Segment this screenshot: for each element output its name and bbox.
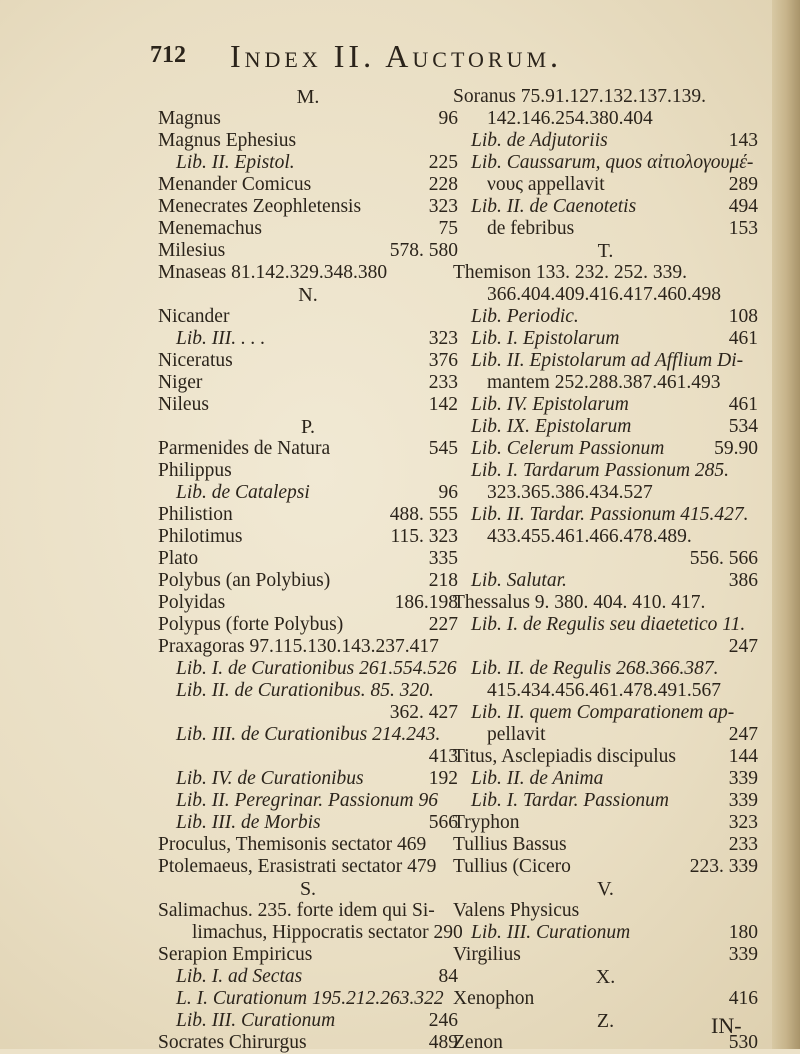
entry-text: Lib. Periodic.	[471, 306, 579, 327]
entry-page-refs: 323	[428, 328, 458, 349]
index-continuation	[453, 284, 758, 306]
entry-text: Philippus	[158, 460, 232, 481]
section-letter: N.	[298, 284, 318, 306]
entry-text: Lib. II. Peregrinar. Passionum 96	[176, 790, 438, 811]
entry-page-refs: 335	[428, 548, 458, 569]
index-entry	[453, 856, 758, 878]
entry-page-refs: 556. 566	[689, 548, 758, 569]
index-subentry	[453, 702, 758, 724]
entry-text: Lib. II. quem Comparationem ap-	[471, 702, 735, 723]
index-entry	[158, 460, 458, 482]
entry-text: Philistion	[158, 504, 233, 525]
index-continuation	[453, 482, 758, 504]
entry-page-refs: 192	[428, 768, 458, 789]
index-subentry	[453, 922, 758, 944]
index-subentry	[158, 658, 458, 680]
index-entry	[158, 240, 458, 262]
entry-page-refs: 233	[428, 372, 458, 393]
index-entry	[453, 834, 758, 856]
index-entry	[158, 614, 458, 636]
entry-text: Tryphon	[453, 812, 520, 833]
entry-page-refs: 386	[728, 570, 758, 591]
entry-text: Magnus Ephesius	[158, 130, 297, 151]
entry-text: Niger	[158, 372, 203, 393]
entry-text: Lib. III. . . .	[176, 328, 266, 349]
entry-text: Lib. I. de Regulis seu diaetetico 11.	[471, 614, 746, 635]
index-subentry	[158, 328, 458, 350]
entry-page-refs: 247	[728, 724, 758, 745]
index-continuation	[453, 680, 758, 702]
index-subentry	[158, 482, 458, 504]
index-subentry	[158, 680, 458, 702]
entry-text: Lib. II. Epistolarum ad Afflium Di-	[471, 350, 744, 371]
index-subentry	[158, 768, 458, 790]
right-column	[453, 86, 758, 1054]
entry-page-refs: 84	[438, 966, 458, 987]
entry-text: Lib. II. de Anima	[471, 768, 604, 789]
entry-text: Nileus	[158, 394, 209, 415]
index-entry	[453, 592, 758, 614]
index-entry	[453, 900, 758, 922]
entry-text: Tullius (Cicero	[453, 856, 571, 877]
entry-text: Polybus (an Polybius)	[158, 570, 331, 591]
entry-text: Lib. III. Curationum	[471, 922, 631, 943]
entry-page-refs: 461	[728, 328, 758, 349]
entry-page-refs: 362. 427	[389, 702, 458, 723]
entry-text: Lib. II. de Regulis 268.366.387.	[471, 658, 719, 679]
entry-text: Mnaseas 81.142.329.348.380	[158, 262, 388, 283]
index-subentry	[453, 328, 758, 350]
entry-text: Milesius	[158, 240, 226, 261]
index-continuation	[158, 702, 458, 724]
entry-text: νους appellavit	[487, 174, 605, 195]
entry-page-refs: 289	[728, 174, 758, 195]
index-entry	[158, 570, 458, 592]
entry-text: Serapion Empiricus	[158, 944, 313, 965]
section-letter: M.	[296, 86, 320, 108]
entry-text: Lib. I. de Curationibus 261.554.526	[176, 658, 457, 679]
index-entry	[453, 746, 758, 768]
entry-text: Praxagoras 97.115.130.143.237.417	[158, 636, 439, 657]
entry-page-refs: 416	[728, 988, 758, 1009]
index-entry	[158, 526, 458, 548]
index-entry	[158, 196, 458, 218]
entry-page-refs: 75	[438, 218, 458, 239]
entry-text: Lib. de Catalepsi	[176, 482, 310, 503]
entry-page-refs: 545	[428, 438, 458, 459]
entry-text: Lib. II. de Caenotetis	[471, 196, 637, 217]
index-subentry	[158, 152, 458, 174]
entry-text: Lib. Celerum Passionum	[471, 438, 665, 459]
entry-text: Lib. I. Tardarum Passionum 285.	[471, 460, 730, 481]
entry-page-refs: 323	[428, 196, 458, 217]
index-subentry	[158, 790, 458, 812]
index-subentry	[453, 130, 758, 152]
entry-page-refs: 247	[728, 636, 758, 657]
entry-page-refs: 115. 323	[390, 526, 458, 547]
entry-text: L. I. Curationum 195.212.263.322	[176, 988, 444, 1009]
entry-text: pellavit	[487, 724, 546, 745]
index-subentry	[453, 152, 758, 174]
entry-page-refs: 96	[438, 108, 458, 129]
entry-page-refs: 59.90	[714, 438, 758, 459]
index-continuation	[453, 108, 758, 130]
entry-text: Lib. II. Epistol.	[176, 152, 295, 173]
entry-page-refs: 108	[728, 306, 758, 327]
entry-page-refs: 376	[428, 350, 458, 371]
index-continuation	[453, 636, 758, 658]
entry-text: Lib. Salutar.	[471, 570, 567, 591]
index-entry	[158, 548, 458, 570]
section-letter: T.	[597, 240, 614, 262]
entry-text: limachus, Hippocratis sectator 290	[192, 922, 463, 943]
entry-text: 366.404.409.416.417.460.498	[487, 284, 721, 305]
page-number: 712	[150, 42, 186, 68]
entry-page-refs: 566	[428, 812, 458, 833]
entry-text: Lib. de Adjutoriis	[471, 130, 608, 151]
index-subentry	[453, 306, 758, 328]
entry-text: Lib. IX. Epistolarum	[471, 416, 632, 437]
entry-text: Salimachus. 235. forte idem qui Si-	[158, 900, 435, 921]
index-subentry	[453, 570, 758, 592]
index-entry	[453, 262, 758, 284]
entry-page-refs: 413	[428, 746, 458, 767]
index-subentry	[158, 988, 458, 1010]
entry-page-refs: 153	[728, 218, 758, 239]
entry-text: 323.365.386.434.527	[487, 482, 653, 503]
index-entry	[158, 944, 458, 966]
entry-text: Lib. II. Tardar. Passionum 415.427.	[471, 504, 749, 525]
index-subentry	[158, 812, 458, 834]
index-subentry	[158, 724, 458, 746]
index-entry	[158, 856, 458, 878]
entry-page-refs: 530	[728, 1032, 758, 1053]
index-entry	[158, 438, 458, 460]
entry-text: Polyidas	[158, 592, 226, 613]
index-continuation	[158, 922, 463, 944]
index-continuation	[453, 548, 758, 570]
entry-text: de febribus	[487, 218, 575, 239]
entry-text: Lib. II. de Curationibus. 85. 320.	[176, 680, 434, 701]
entry-text: Ptolemaeus, Erasistrati sectator 479	[158, 856, 437, 877]
index-entry	[158, 108, 458, 130]
index-entry	[453, 988, 758, 1010]
entry-text: 415.434.456.461.478.491.567	[487, 680, 721, 701]
index-subentry	[158, 966, 458, 988]
entry-text: Titus, Asclepiadis discipulus	[453, 746, 677, 767]
entry-text: Lib. III. de Morbis	[176, 812, 321, 833]
section-letter: Z.	[596, 1010, 615, 1032]
entry-text: Lib. I. Epistolarum	[471, 328, 620, 349]
section-letter: V.	[597, 878, 614, 900]
index-entry	[158, 174, 458, 196]
entry-page-refs: 323	[728, 812, 758, 833]
entry-text: Plato	[158, 548, 199, 569]
entry-page-refs: 489	[428, 1032, 458, 1053]
index-subentry	[453, 460, 758, 482]
catchword: IN-	[711, 1013, 742, 1038]
entry-text: Menecrates Zeophletensis	[158, 196, 362, 217]
index-entry	[158, 306, 458, 328]
index-subentry	[453, 438, 758, 460]
entry-text: Lib. I. Tardar. Passionum	[471, 790, 669, 811]
index-subentry	[158, 1010, 458, 1032]
index-subentry	[453, 614, 758, 636]
section-letter: P.	[301, 416, 315, 438]
entry-page-refs: 228	[428, 174, 458, 195]
index-subentry	[453, 416, 758, 438]
entry-text: Xenophon	[453, 988, 535, 1009]
entry-page-refs: 144	[728, 746, 758, 767]
entry-page-refs: 227	[428, 614, 458, 635]
index-entry	[453, 812, 758, 834]
entry-text: Nicander	[158, 306, 230, 327]
entry-text: Menemachus	[158, 218, 262, 239]
entry-page-refs: 246	[428, 1010, 458, 1031]
index-subentry	[453, 790, 758, 812]
index-continuation	[453, 174, 758, 196]
entry-text: Tullius Bassus	[453, 834, 567, 855]
index-entry	[158, 1032, 458, 1054]
index-entry	[158, 130, 458, 152]
entry-text: Polypus (forte Polybus)	[158, 614, 344, 635]
index-entry	[158, 900, 458, 922]
entry-text: Lib. III. Curationum	[176, 1010, 336, 1031]
index-entry	[158, 350, 458, 372]
entry-text: Lib. III. de Curationibus 214.243.	[176, 724, 441, 745]
entry-page-refs: 96	[438, 482, 458, 503]
entry-text: Socrates Chirurgus	[158, 1032, 307, 1053]
index-continuation	[453, 218, 758, 240]
entry-page-refs: 223. 339	[689, 856, 758, 877]
index-entry	[453, 944, 758, 966]
index-subentry	[453, 350, 758, 372]
entry-text: 142.146.254.380.404	[487, 108, 653, 129]
entry-text: 433.455.461.466.478.489.	[487, 526, 692, 547]
entry-page-refs: 180	[728, 922, 758, 943]
section-letter: X.	[595, 966, 616, 988]
index-continuation	[453, 724, 758, 746]
entry-text: Parmenides de Natura	[158, 438, 331, 459]
index-subentry	[453, 394, 758, 416]
entry-page-refs: 225	[428, 152, 458, 173]
page-edge	[772, 0, 800, 1049]
index-entry	[158, 262, 458, 284]
entry-page-refs: 142	[428, 394, 458, 415]
entry-text: Zenon	[453, 1032, 503, 1053]
index-subentry	[453, 196, 758, 218]
index-entry	[453, 86, 758, 108]
index-entry	[158, 504, 458, 526]
entry-page-refs: 218	[428, 570, 458, 591]
entry-text: Lib. Caussarum, quos αἰτιολογουμέ-	[471, 152, 754, 173]
index-entry	[158, 394, 458, 416]
entry-text: Lib. IV. Epistolarum	[471, 394, 629, 415]
entry-text: Magnus	[158, 108, 221, 129]
page-header	[150, 38, 760, 78]
index-continuation	[453, 372, 758, 394]
index-subentry	[453, 504, 758, 526]
entry-page-refs: 494	[728, 196, 758, 217]
section-letter: S.	[299, 878, 317, 900]
entry-text: Valens Physicus	[453, 900, 580, 921]
entry-page-refs: 339	[728, 768, 758, 789]
index-entry	[158, 834, 458, 856]
entry-text: mantem 252.288.387.461.493	[487, 372, 721, 393]
entry-page-refs: 461	[728, 394, 758, 415]
entry-page-refs: 339	[728, 790, 758, 811]
entry-text: Virgilius	[453, 944, 521, 965]
index-continuation	[453, 526, 758, 548]
entry-page-refs: 534	[728, 416, 758, 437]
entry-text: Soranus 75.91.127.132.137.139.	[453, 86, 706, 107]
index-entry	[158, 218, 458, 240]
entry-text: Proculus, Themisonis sectator 469	[158, 834, 427, 855]
entry-text: Thessalus 9. 380. 404. 410. 417.	[453, 592, 706, 613]
entry-text: Niceratus	[158, 350, 233, 371]
entry-page-refs: 233	[728, 834, 758, 855]
entry-text: Lib. I. ad Sectas	[176, 966, 303, 987]
index-entry	[158, 372, 458, 394]
entry-text: Philotimus	[158, 526, 243, 547]
index-entry	[158, 592, 458, 614]
entry-page-refs: 578. 580	[389, 240, 458, 261]
entry-page-refs: 339	[728, 944, 758, 965]
entry-text: Themison 133. 232. 252. 339.	[453, 262, 687, 283]
index-subentry	[453, 658, 758, 680]
entry-text: Lib. IV. de Curationibus	[176, 768, 364, 789]
entry-page-refs: 143	[728, 130, 758, 151]
left-column	[158, 86, 463, 1054]
entry-page-refs: 488. 555	[389, 504, 458, 525]
page-title: Index II. Auctorum.	[230, 38, 563, 74]
index-entry	[158, 636, 458, 658]
entry-text: Menander Comicus	[158, 174, 312, 195]
entry-page-refs: 186.198	[394, 592, 458, 613]
index-continuation	[158, 746, 458, 768]
index-subentry	[453, 768, 758, 790]
